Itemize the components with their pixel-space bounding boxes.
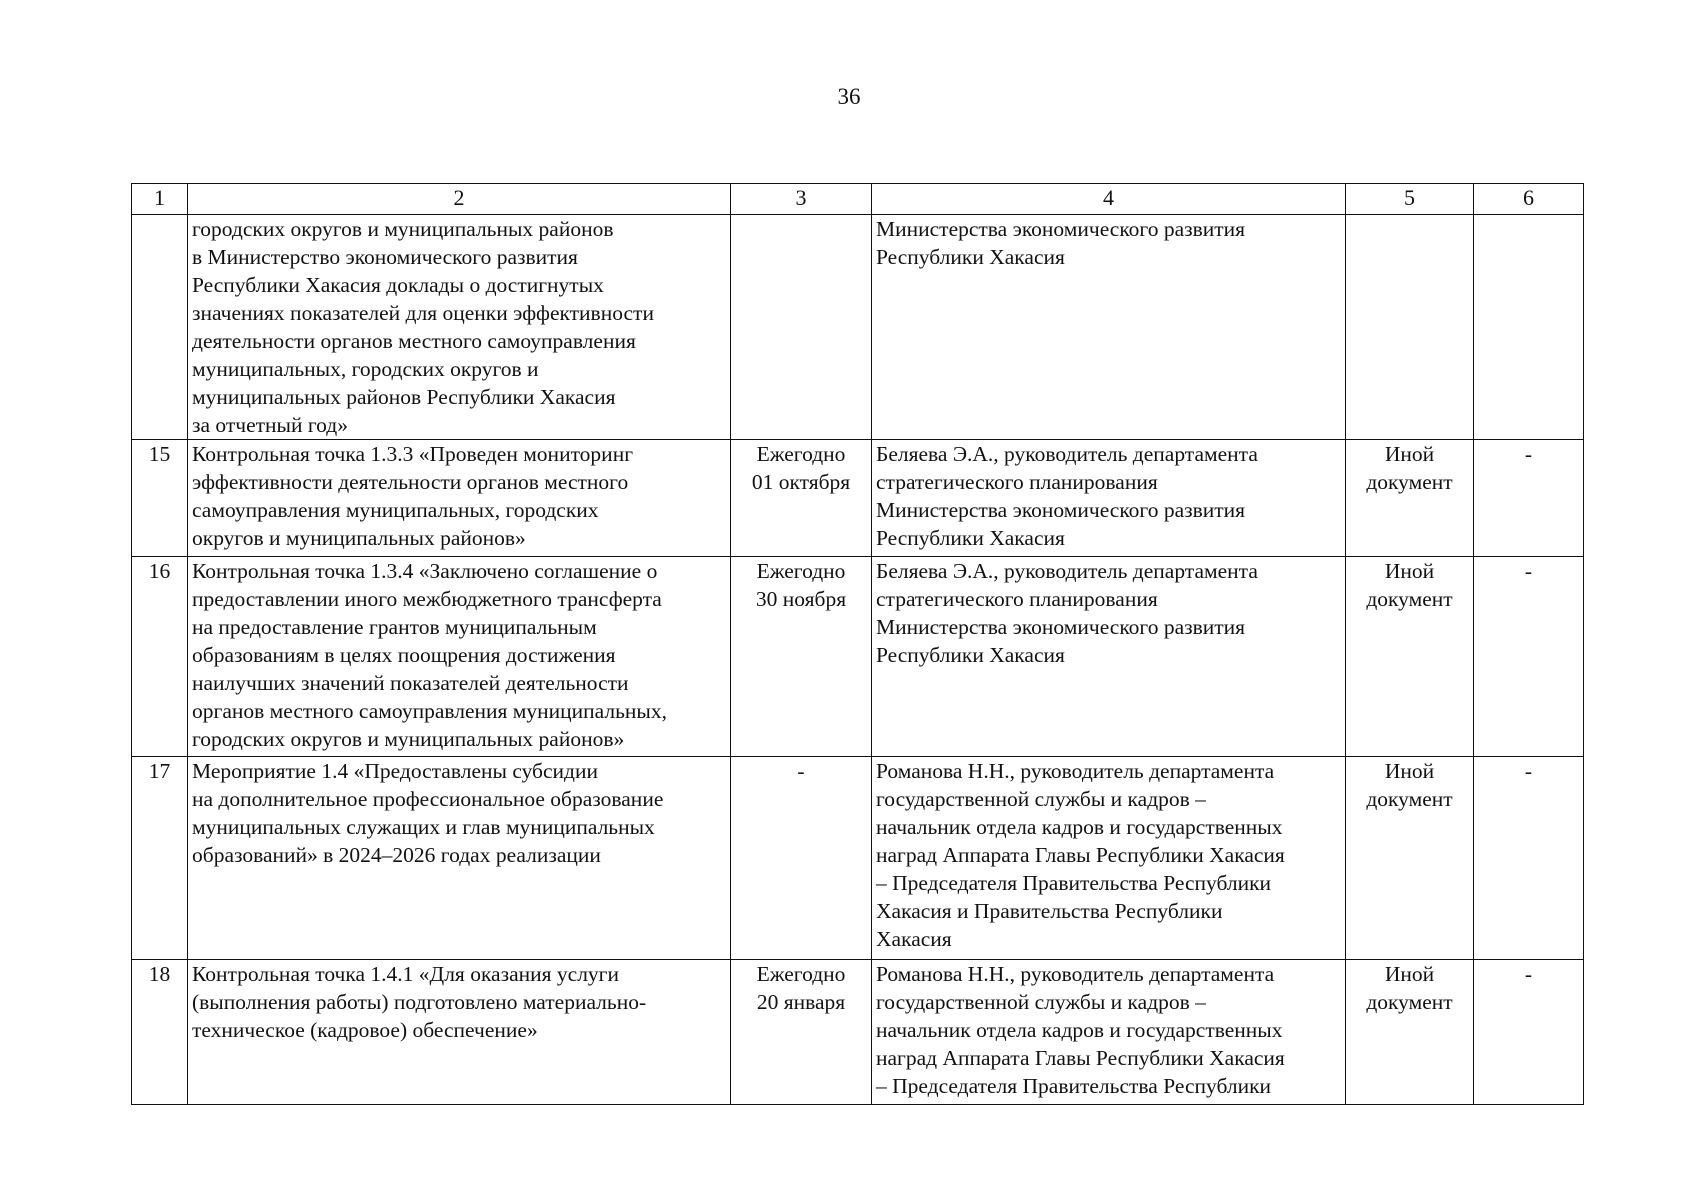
column-header-1: 1 — [132, 184, 188, 215]
responsible-cell: Министерства экономического развития Республики Хакасия — [872, 215, 1346, 440]
plan-table — [131, 183, 1584, 1105]
extra-cell — [1474, 215, 1584, 440]
column-header-4: 4 — [872, 184, 1346, 215]
date-cell — [731, 215, 872, 440]
column-header-2: 2 — [188, 184, 731, 215]
table-row — [132, 960, 1584, 1105]
event-cell: Мероприятие 1.4 «Предоставлены субсидии на дополнительное профессиональное образование муниципальных служащих и глав муниципальных образований» в 2024–2026 годах реализации — [188, 757, 731, 960]
document-cell: Иной документ — [1346, 440, 1474, 557]
extra-cell: - — [1474, 440, 1584, 557]
event-cell: Контрольная точка 1.3.4 «Заключено соглашение о предоставлении иного межбюджетного трансферта на предоставление грантов муниципальным образованиям в целях поощрения достижения наилучших значений показателей деятельности органов местного самоуправления муниципальных, городских округов и муниципальных районов» — [188, 557, 731, 757]
page-number: 36 — [837, 84, 861, 109]
date-cell: Ежегодно 30 ноября — [731, 557, 872, 757]
row-number: 16 — [132, 557, 188, 757]
row-number — [132, 215, 188, 440]
column-header-6: 6 — [1474, 184, 1584, 215]
table-header-row — [132, 184, 1584, 215]
event-cell: Контрольная точка 1.3.3 «Проведен мониторинг эффективности деятельности органов местного самоуправления муниципальных, городских округов и муниципальных районов» — [188, 440, 731, 557]
responsible-cell: Беляева Э.А., руководитель департамента стратегического планирования Министерства экономического развития Республики Хакасия — [872, 440, 1346, 557]
table-row — [132, 557, 1584, 757]
table-row — [132, 757, 1584, 960]
extra-cell: - — [1474, 757, 1584, 960]
responsible-cell: Беляева Э.А., руководитель департамента стратегического планирования Министерства экономического развития Республики Хакасия — [872, 557, 1346, 757]
date-cell: - — [731, 757, 872, 960]
date-cell: Ежегодно 01 октября — [731, 440, 872, 557]
row-number: 18 — [132, 960, 188, 1105]
extra-cell: - — [1474, 557, 1584, 757]
extra-cell: - — [1474, 960, 1584, 1105]
table-row — [132, 440, 1584, 557]
column-header-3: 3 — [731, 184, 872, 215]
column-header-5: 5 — [1346, 184, 1474, 215]
responsible-cell: Романова Н.Н., руководитель департамента государственной службы и кадров – начальник отдела кадров и государственных наград Аппарата Главы Республики Хакасия – Председателя Правительства Республики — [872, 960, 1346, 1105]
document-cell: Иной документ — [1346, 757, 1474, 960]
document-cell — [1346, 215, 1474, 440]
row-number: 15 — [132, 440, 188, 557]
row-number: 17 — [132, 757, 188, 960]
date-cell: Ежегодно 20 января — [731, 960, 872, 1105]
event-cell: городских округов и муниципальных районов в Министерство экономического развития Республики Хакасия доклады о достигнутых значениях показателей для оценки эффективности деятельности органов местного самоуправления муниципальных, городских округов и муниципальных районов Республики Хакасия за отчетный год» — [188, 215, 731, 440]
responsible-cell: Романова Н.Н., руководитель департамента государственной службы и кадров – начальник отдела кадров и государственных наград Аппарата Главы Республики Хакасия – Председателя Правительства Республики Хакасия и Правительства Республики Хакасия — [872, 757, 1346, 960]
event-cell: Контрольная точка 1.4.1 «Для оказания услуги (выполнения работы) подготовлено материально- техническое (кадровое) обеспечение» — [188, 960, 731, 1105]
document-cell: Иной документ — [1346, 557, 1474, 757]
document-cell: Иной документ — [1346, 960, 1474, 1105]
table-row — [132, 215, 1584, 440]
